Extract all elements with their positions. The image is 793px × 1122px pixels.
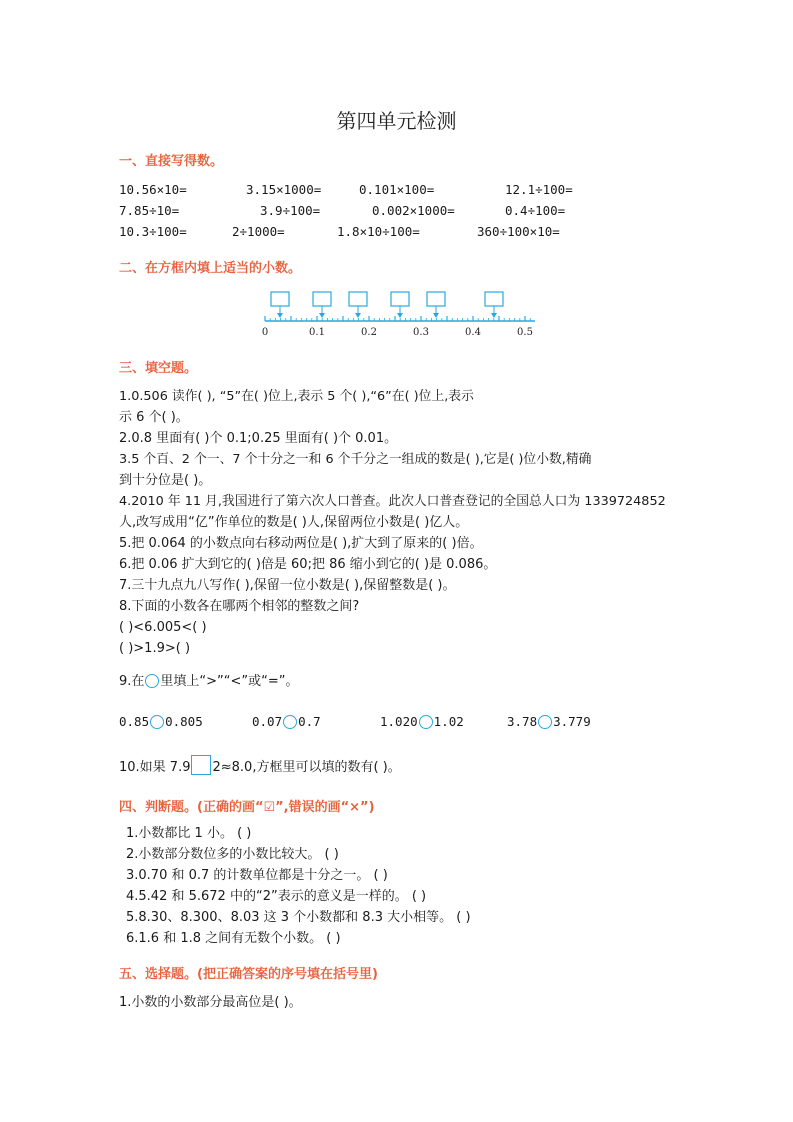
compare-circle-icon[interactable]	[419, 715, 433, 729]
question-4-line-2: 人,改写成用“亿”作单位的数是( )人,保留两位小数是( )亿人。	[119, 515, 469, 530]
number-line	[255, 285, 545, 341]
compare-circle-icon	[145, 674, 159, 688]
calc-item: 0.002×1000=	[372, 203, 455, 218]
judge-item: 4.5.42 和 5.672 中的“2”表示的意义是一样的。 ( )	[126, 889, 427, 904]
compare-item: 0.85 0.805	[119, 714, 203, 729]
choice-question-1: 1.小数的小数部分最高位是( )。	[119, 995, 302, 1010]
question-7: 7.三十九点九八写作( ),保留一位小数是( ),保留整数是( )。	[119, 578, 456, 593]
calc-item: 10.56×10=	[119, 182, 187, 197]
tick-label: 0.3	[413, 327, 429, 338]
question-8a: ( )<6.005<( )	[119, 620, 207, 635]
section-4-heading: 四、判断题。(正确的画“☑”,错误的画“×”)	[119, 800, 375, 815]
compare-circle-icon[interactable]	[150, 715, 164, 729]
compare-circle-icon[interactable]	[283, 715, 297, 729]
answer-box	[349, 292, 367, 306]
compare-item: 0.07 0.7	[252, 714, 321, 729]
calc-item: 0.101×100=	[359, 182, 435, 197]
calc-item: 7.85÷10=	[119, 203, 180, 218]
calc-item: 360÷100×10=	[477, 224, 560, 239]
section-3-heading: 三、填空题。	[119, 361, 198, 376]
section-5-heading: 五、选择题。(把正确答案的序号填在括号里)	[119, 967, 378, 982]
question-2: 2.0.8 里面有( )个 0.1;0.25 里面有( )个 0.01。	[119, 431, 398, 446]
answer-box	[427, 292, 445, 306]
judge-item: 5.8.30、8.300、8.03 这 3 个小数都和 8.3 大小相等。 ( )	[126, 910, 471, 925]
question-1-line-1: 1.0.506 读作( ), “5”在( )位上,表示 5 个( ),“6”在( )位上,表示	[119, 389, 474, 404]
question-10-prefix: 10.如果 7.9	[119, 760, 191, 775]
calc-item: 12.1÷100=	[505, 182, 573, 197]
judge-item: 1.小数都比 1 小。 ( )	[126, 826, 252, 841]
compare-circle-icon[interactable]	[538, 715, 552, 729]
question-3-line-2: 到十分位是( )。	[119, 473, 212, 488]
tick-label: 0	[261, 327, 269, 338]
tick-label: 0.1	[309, 327, 325, 338]
page-title: 第四单元检测	[336, 109, 457, 133]
question-9-suffix: 里填上“>”“<”或“=”。	[160, 674, 299, 689]
judge-item: 6.1.6 和 1.8 之间有无数个小数。 ( )	[126, 931, 341, 946]
calc-item: 1.8×10÷100=	[337, 224, 420, 239]
tick-label: 0.4	[465, 327, 481, 338]
question-5: 5.把 0.064 的小数点向右移动两位是( ),扩大到了原来的( )倍。	[119, 536, 483, 551]
calc-item: 3.9÷100=	[260, 203, 321, 218]
question-8: 8.下面的小数各在哪两个相邻的整数之间?	[119, 599, 360, 614]
tick-label: 0.2	[361, 327, 377, 338]
question-6: 6.把 0.06 扩大到它的( )倍是 60;把 86 缩小到它的( )是 0.086。	[119, 557, 497, 572]
calc-item: 0.4÷100=	[505, 203, 566, 218]
question-3-line-1: 3.5 个百、2 个一、7 个十分之一和 6 个千分之一组成的数是( ),它是( )位小数,精确	[119, 452, 592, 467]
answer-box	[391, 292, 409, 306]
question-9	[119, 673, 299, 691]
question-9-prefix: 9.在	[119, 674, 145, 689]
section-1-heading: 一、直接写得数。	[119, 154, 224, 169]
answer-box	[485, 292, 503, 306]
answer-box	[313, 292, 331, 306]
compare-item: 1.020 1.02	[380, 714, 464, 729]
section-2-heading: 二、在方框内填上适当的小数。	[119, 261, 302, 276]
tick-label: 0.5	[517, 327, 533, 338]
calc-item: 10.3÷100=	[119, 224, 187, 239]
calc-item: 2÷1000=	[232, 224, 285, 239]
compare-item: 3.78 3.779	[507, 714, 591, 729]
question-10	[119, 755, 401, 777]
judge-item: 3.0.70 和 0.7 的计数单位都是十分之一。 ( )	[126, 868, 388, 883]
question-8b: ( )>1.9>( )	[119, 641, 191, 656]
question-1-line-2: 示 6 个( )。	[119, 410, 189, 425]
answer-box	[271, 292, 289, 306]
question-10-suffix: 2≈8.0,方框里可以填的数有( )。	[212, 760, 401, 775]
answer-square-box[interactable]	[191, 755, 211, 775]
question-4-line-1: 4.2010 年 11 月,我国进行了第六次人口普查。此次人口普查登记的全国总人口为 1339724852	[119, 494, 666, 509]
judge-item: 2.小数部分数位多的小数比较大。 ( )	[126, 847, 339, 862]
calc-item: 3.15×1000=	[246, 182, 322, 197]
